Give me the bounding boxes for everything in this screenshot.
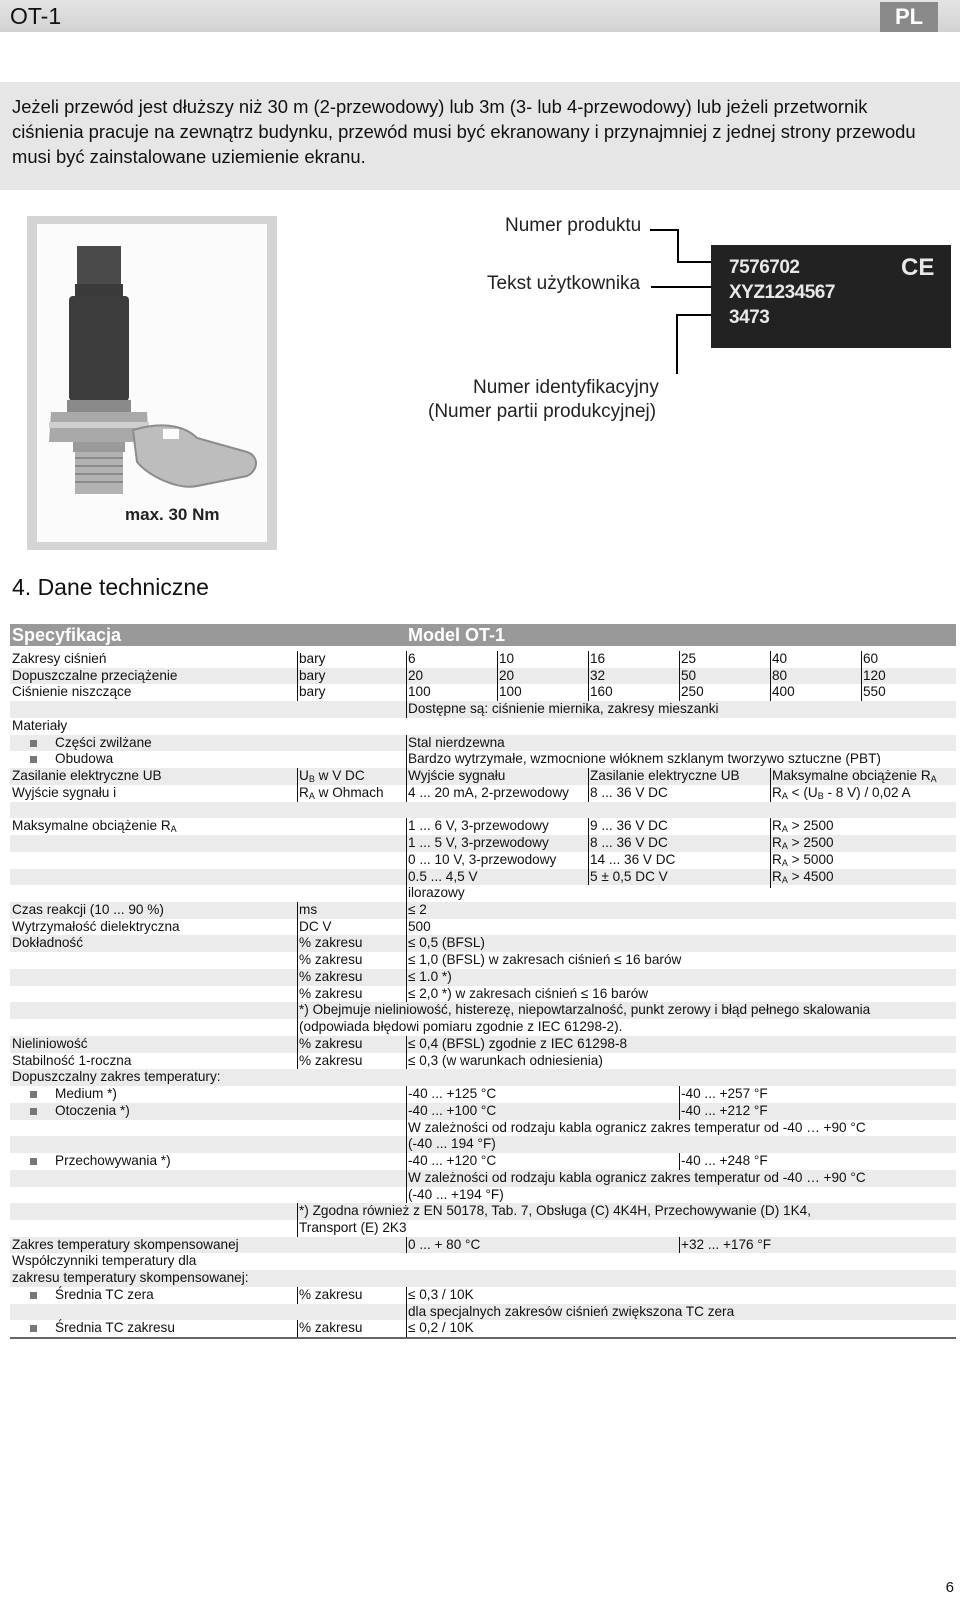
table-cell: dla specjalnych zakresów ciśnień zwiększona TC zera xyxy=(408,1303,735,1319)
table-cell: 32 xyxy=(590,667,606,683)
table-row xyxy=(10,785,956,802)
spec-header-right: Model OT-1 xyxy=(408,625,506,645)
table-row xyxy=(10,1069,956,1086)
table-row xyxy=(10,768,956,785)
table-row xyxy=(10,1036,956,1053)
table-cell: Wyjście sygnału xyxy=(408,768,506,784)
table-row xyxy=(10,935,956,952)
table-cell: 8 ... 36 V DC xyxy=(590,784,668,800)
table-row xyxy=(10,1270,956,1287)
table-cell: 25 xyxy=(681,651,697,666)
table-row xyxy=(10,651,956,668)
table-cell: % zakresu xyxy=(299,1052,363,1068)
table-cell: bary xyxy=(299,684,326,700)
table-cell: Transport (E) 2K3 xyxy=(299,1219,407,1235)
table-cell: Średnia TC zera xyxy=(55,1286,154,1302)
table-cell: -40 ... +248 °F xyxy=(681,1153,768,1169)
table-cell: 0.5 ... 4,5 V xyxy=(408,868,478,884)
table-cell: ≤ 0,4 (BFSL) zgodnie z IEC 61298-8 xyxy=(408,1035,628,1051)
leader-line xyxy=(677,261,711,263)
table-row xyxy=(10,1287,956,1304)
table-cell: (odpowiada błędowi pomiaru zgodnie z IEC 61298-2). xyxy=(299,1019,623,1035)
table-cell: Maksymalne obciążenie $R_A$ xyxy=(770,768,937,788)
table-cell: 50 xyxy=(681,667,697,683)
table-cell: (-40 ... +194 °F) xyxy=(408,1186,504,1202)
table-cell: 550 xyxy=(863,684,886,700)
table-cell: $R_A > 5000$ xyxy=(770,852,834,872)
plate-product-number: 7576702 xyxy=(729,257,800,278)
table-cell: Zasilanie elektryczne UB xyxy=(12,768,162,784)
torque-label: max. 30 Nm xyxy=(125,505,220,524)
table-row xyxy=(10,919,956,936)
table-cell: Współczynniki temperatury dla xyxy=(12,1253,197,1269)
table-cell: 14 ... 36 V DC xyxy=(590,851,676,867)
table-cell: 80 xyxy=(772,667,788,683)
table-cell: zakresu temperatury skompensowanej: xyxy=(12,1270,249,1286)
document-title: OT-1 xyxy=(10,3,62,29)
table-cell: % zakresu xyxy=(299,1035,363,1051)
table-cell: 100 xyxy=(499,684,522,700)
table-cell: 100 xyxy=(408,684,431,700)
table-row xyxy=(10,1053,956,1070)
leader-line xyxy=(676,314,678,374)
table-cell: Zakres temperatury skompensowanej xyxy=(12,1236,239,1252)
table-cell: bary xyxy=(299,651,326,666)
bullet-icon xyxy=(30,1108,37,1115)
table-row xyxy=(10,1086,956,1103)
table-cell: -40 ... +212 °F xyxy=(681,1102,768,1118)
table-row xyxy=(10,952,956,969)
table-cell: 40 xyxy=(772,651,788,666)
table-cell: ≤ 0,3 / 10K xyxy=(408,1286,474,1302)
page-number: 6 xyxy=(945,1579,954,1596)
label-product-number: Numer produktu xyxy=(505,215,642,236)
table-row xyxy=(10,701,956,718)
table-cell: % zakresu xyxy=(299,985,363,1001)
table-cell: Zakresy ciśnień xyxy=(12,651,107,666)
table-cell: 0 ... + 80 °C xyxy=(408,1236,481,1252)
ce-mark: CE xyxy=(901,254,935,281)
plate-id-number: 3473 xyxy=(729,307,770,328)
leader-line xyxy=(676,314,711,316)
table-row xyxy=(10,852,956,869)
table-cell: 0 ... 10 V, 3-przewodowy xyxy=(408,851,557,867)
table-cell: ≤ 2,0 *) w zakresach ciśnień ≤ 16 barów xyxy=(408,985,649,1001)
table-cell: Dopuszczalne przeciążenie xyxy=(12,667,178,683)
table-row xyxy=(10,885,956,902)
table-cell: *) Zgodna również z EN 50178, Tab. 7, Obsługa (C) 4K4H, Przechowywanie (D) 1K4, xyxy=(299,1203,812,1219)
table-cell: Wytrzymałość dielektryczna xyxy=(12,918,180,934)
label-id-number: Numer identyfikacyjny xyxy=(473,377,659,398)
table-cell: 250 xyxy=(681,684,704,700)
bullet-icon xyxy=(30,756,37,763)
table-cell: DC V xyxy=(299,918,332,934)
label-user-text: Tekst użytkownika xyxy=(487,273,641,294)
table-cell: $R_A > 2500$ xyxy=(770,818,834,838)
table-row xyxy=(10,1304,956,1321)
table-row xyxy=(10,1019,956,1036)
table-cell: Dokładność xyxy=(12,935,84,951)
table-row xyxy=(10,969,956,986)
table-cell: bary xyxy=(299,667,326,683)
table-cell: Stabilność 1-roczna xyxy=(12,1052,132,1068)
table-row xyxy=(10,1103,956,1120)
table-cell: ms xyxy=(299,902,318,918)
table-cell: $R_A$ w Ohmach xyxy=(297,785,384,805)
table-cell: -40 ... +125 °C xyxy=(408,1086,497,1102)
pressure-sensor-icon xyxy=(37,224,267,542)
table-row xyxy=(10,902,956,919)
table-cell: ≤ 2 xyxy=(408,902,427,918)
table-cell: Dostępne są: ciśnienie miernika, zakresy mieszanki xyxy=(408,701,719,717)
table-cell: $R_A > 4500$ xyxy=(770,869,834,889)
table-row xyxy=(10,1253,956,1270)
table-cell: ilorazowy xyxy=(408,885,465,901)
product-nameplate xyxy=(711,245,951,348)
language-badge: PL xyxy=(880,2,938,32)
table-row xyxy=(10,1153,956,1170)
table-cell: Materiały xyxy=(12,717,68,733)
spec-header-left: Specyfikacja xyxy=(12,625,122,645)
table-cell: W zależności od rodzaju kabla ogranicz zakres temperatur od -40 … +90 °C xyxy=(408,1119,866,1135)
bullet-icon xyxy=(30,1091,37,1098)
table-cell: % zakresu xyxy=(299,935,363,951)
table-cell: -40 ... +120 °C xyxy=(408,1153,497,1169)
table-cell: Wyjście sygnału i xyxy=(12,784,117,800)
table-cell: Nieliniowość xyxy=(12,1035,88,1051)
table-row xyxy=(10,1203,956,1220)
table-cell: Obudowa xyxy=(55,751,114,767)
table-cell: 20 xyxy=(499,667,515,683)
table-cell: 400 xyxy=(772,684,795,700)
table-row xyxy=(10,668,956,685)
table-cell: 5 ± 0,5 DC V xyxy=(590,868,668,884)
table-cell: W zależności od rodzaju kabla ogranicz zakres temperatur od -40 … +90 °C xyxy=(408,1169,866,1185)
table-row xyxy=(10,1320,956,1339)
plate-user-text: XYZ1234567 xyxy=(729,282,835,303)
table-row xyxy=(10,986,956,1003)
table-cell: (-40 ... 194 °F) xyxy=(408,1136,496,1152)
bullet-icon xyxy=(30,740,37,747)
shielding-note-text: Jeżeli przewód jest dłuższy niż 30 m (2-przewodowy) lub 3m (3- lub 4-przewodowy) lub jeżeli przetwornik ciśnienia pracuje na zewnątrz budynku, przewód musi być ekranowany i przynajmniej z jednej strony przewodu musi być zainstalowane uziemienie ekranu. xyxy=(12,96,916,167)
table-cell: Bardzo wytrzymałe, wzmocnione włóknem szklanym tworzywo sztuczne (PBT) xyxy=(408,751,881,767)
shielding-note xyxy=(0,82,960,190)
table-cell: Ciśnienie niszczące xyxy=(12,684,132,700)
table-cell: 8 ... 36 V DC xyxy=(590,835,668,851)
table-cell: +32 ... +176 °F xyxy=(681,1236,772,1252)
table-cell: $R_A < (U_B - 8$ V) / 0,02 A xyxy=(770,785,911,805)
leader-line xyxy=(677,229,679,262)
table-cell: 1 ... 6 V, 3-przewodowy xyxy=(408,818,549,834)
label-batch-number: (Numer partii produkcyjnej) xyxy=(428,401,657,422)
table-row xyxy=(10,869,956,886)
table-cell: 1 ... 5 V, 3-przewodowy xyxy=(408,835,549,851)
leader-line xyxy=(651,286,711,288)
table-row xyxy=(10,751,956,768)
table-row xyxy=(10,1187,956,1204)
table-row xyxy=(10,835,956,852)
table-row xyxy=(10,735,956,752)
table-cell: $R_A > 2500$ xyxy=(770,835,834,855)
sensor-photo xyxy=(27,216,277,550)
table-cell: 6 xyxy=(408,651,416,666)
table-row xyxy=(10,684,956,701)
spec-table xyxy=(10,651,956,1339)
table-cell: Stal nierdzewna xyxy=(408,734,505,750)
bullet-icon xyxy=(30,1292,37,1299)
table-row xyxy=(10,1002,956,1019)
table-cell: *) Obejmuje nieliniowość, histerezę, niepowtarzalność, punkt zerowy i błąd pełnego skalowania xyxy=(299,1002,871,1018)
table-row xyxy=(10,1237,956,1254)
table-cell: 9 ... 36 V DC xyxy=(590,818,668,834)
table-row xyxy=(10,1120,956,1137)
table-cell: 500 xyxy=(408,918,431,934)
table-cell: Medium *) xyxy=(55,1086,117,1102)
table-cell: Części zwilżane xyxy=(55,734,152,750)
table-cell: -40 ... +100 °C xyxy=(408,1102,497,1118)
table-cell: % zakresu xyxy=(299,968,363,984)
table-cell: 16 xyxy=(590,651,606,666)
section-title: 4. Dane techniczne xyxy=(12,574,209,600)
table-cell: ≤ 0,3 (w warunkach odniesienia) xyxy=(408,1052,603,1068)
table-cell: Maksymalne obciążenie $R_A$ xyxy=(12,818,177,835)
table-cell: Średnia TC zakresu xyxy=(55,1320,175,1336)
table-row xyxy=(10,818,956,835)
table-cell: ≤ 1,0 (BFSL) w zakresach ciśnień ≤ 16 barów xyxy=(408,952,682,968)
table-row xyxy=(10,1136,956,1153)
table-cell: $U_B$ w V DC xyxy=(297,768,365,788)
table-cell: Czas reakcji (10 ... 90 %) xyxy=(12,902,164,918)
spec-table-header xyxy=(10,624,956,646)
page-header xyxy=(0,0,960,32)
bullet-icon xyxy=(30,1325,37,1332)
table-row xyxy=(10,1170,956,1187)
table-cell: 60 xyxy=(863,651,879,666)
bullet-icon xyxy=(30,1158,37,1165)
table-row xyxy=(10,802,956,819)
table-cell: % zakresu xyxy=(299,952,363,968)
table-cell: 120 xyxy=(863,667,886,683)
table-row xyxy=(10,1220,956,1237)
table-cell: 10 xyxy=(499,651,515,666)
table-cell: % zakresu xyxy=(299,1286,363,1302)
table-cell: Przechowywania *) xyxy=(55,1153,171,1169)
table-cell: ≤ 1.0 *) xyxy=(408,968,452,984)
table-cell: ≤ 0,2 / 10K xyxy=(408,1320,474,1336)
table-cell: % zakresu xyxy=(299,1320,363,1336)
table-cell: -40 ... +257 °F xyxy=(681,1086,768,1102)
table-cell: 20 xyxy=(408,667,424,683)
table-cell: Dopuszczalny zakres temperatury: xyxy=(12,1069,221,1085)
table-cell: Zasilanie elektryczne UB xyxy=(590,768,740,784)
table-cell: 4 ... 20 mA, 2-przewodowy xyxy=(408,784,569,800)
table-cell: ≤ 0,5 (BFSL) xyxy=(408,935,485,951)
table-cell: 160 xyxy=(590,684,613,700)
table-cell: Otoczenia *) xyxy=(55,1102,130,1118)
table-row xyxy=(10,718,956,735)
leader-line xyxy=(650,229,678,231)
